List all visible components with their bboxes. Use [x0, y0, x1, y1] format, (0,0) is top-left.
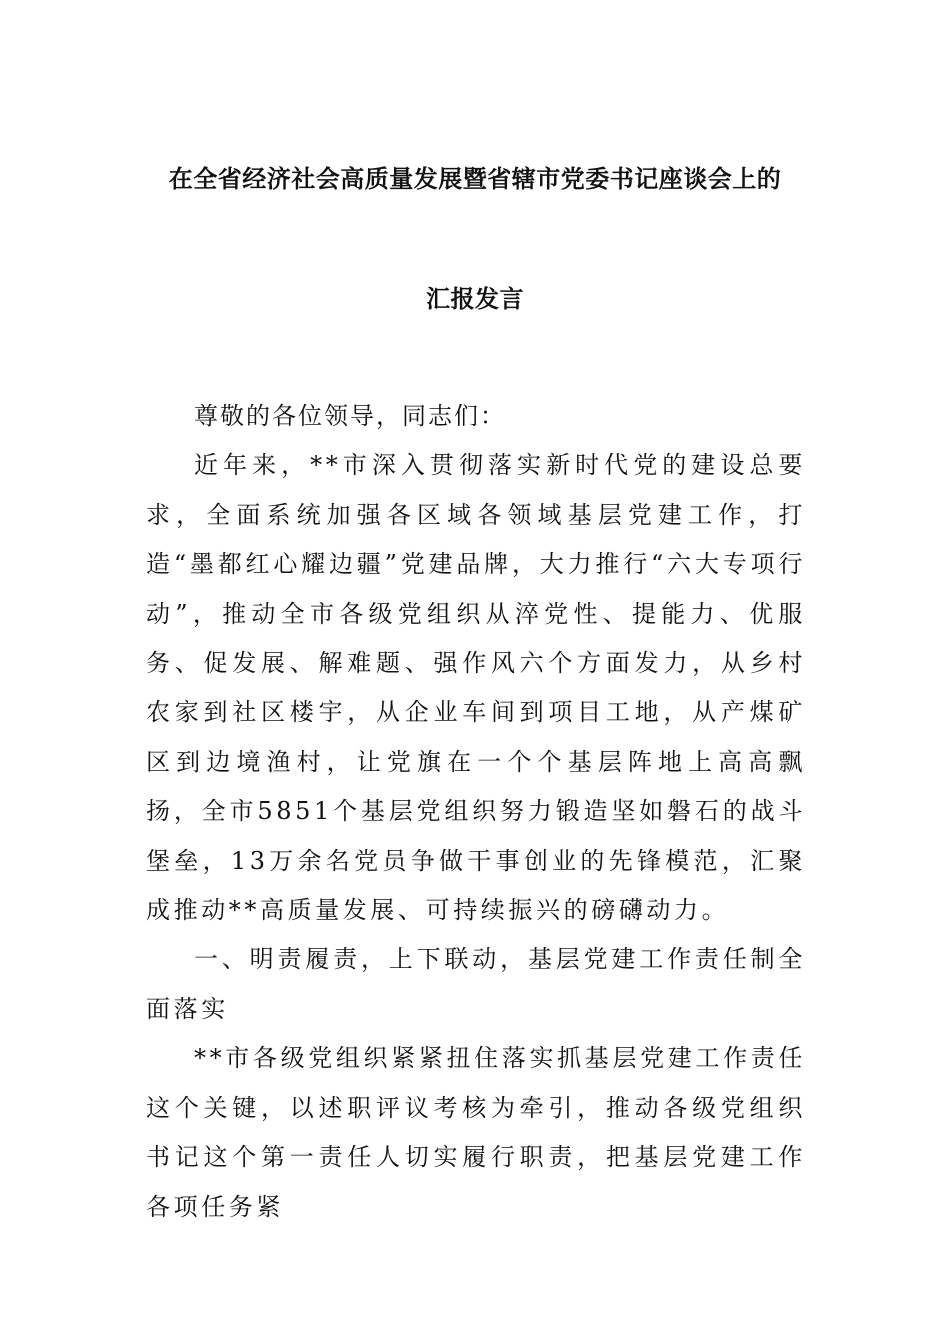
section-paragraph: **市各级党组织紧紧扭住落实抓基层党建工作责任这个关键，以述职评议考核为牵引，推动各级党组织书记这个第一责任人切实履行职责，把基层党建工作各项任务紧: [146, 1044, 806, 1221]
section-heading: 一、明责履责，上下联动，基层党建工作责任制全面落实: [146, 945, 806, 1023]
salutation-paragraph: 尊敬的各位领导，同志们：: [194, 402, 506, 430]
intro-paragraph: 近年来，**市深入贯彻落实新时代党的建设总要求，全面系统加强各区域各领域基层党建工作，打造“墨都红心耀边疆”党建品牌，大力推行“六大专项行动”，推动全市各级党组织从淬党性、提能力、优服务、促发展、解难题、强作风六个方面发力，从乡村农家到社区楼宇，从企业车间到项目工地，从产煤矿区到边境渔村，让党旗在一个个基层阵地上高高飘扬，全市5851个基层党组织努力锻造坚如磐石的战斗堡垒，13万余名党员争做干事创业的先锋模范，汇聚成推动**高质量发展、可持续振兴的磅礴动力。: [146, 451, 806, 925]
document-body: [146, 392, 806, 1232]
document-title-line-2: 汇报发言: [426, 284, 524, 313]
document-title-line-1: 在全省经济社会高质量发展暨省辖市党委书记座谈会上的: [168, 164, 782, 193]
